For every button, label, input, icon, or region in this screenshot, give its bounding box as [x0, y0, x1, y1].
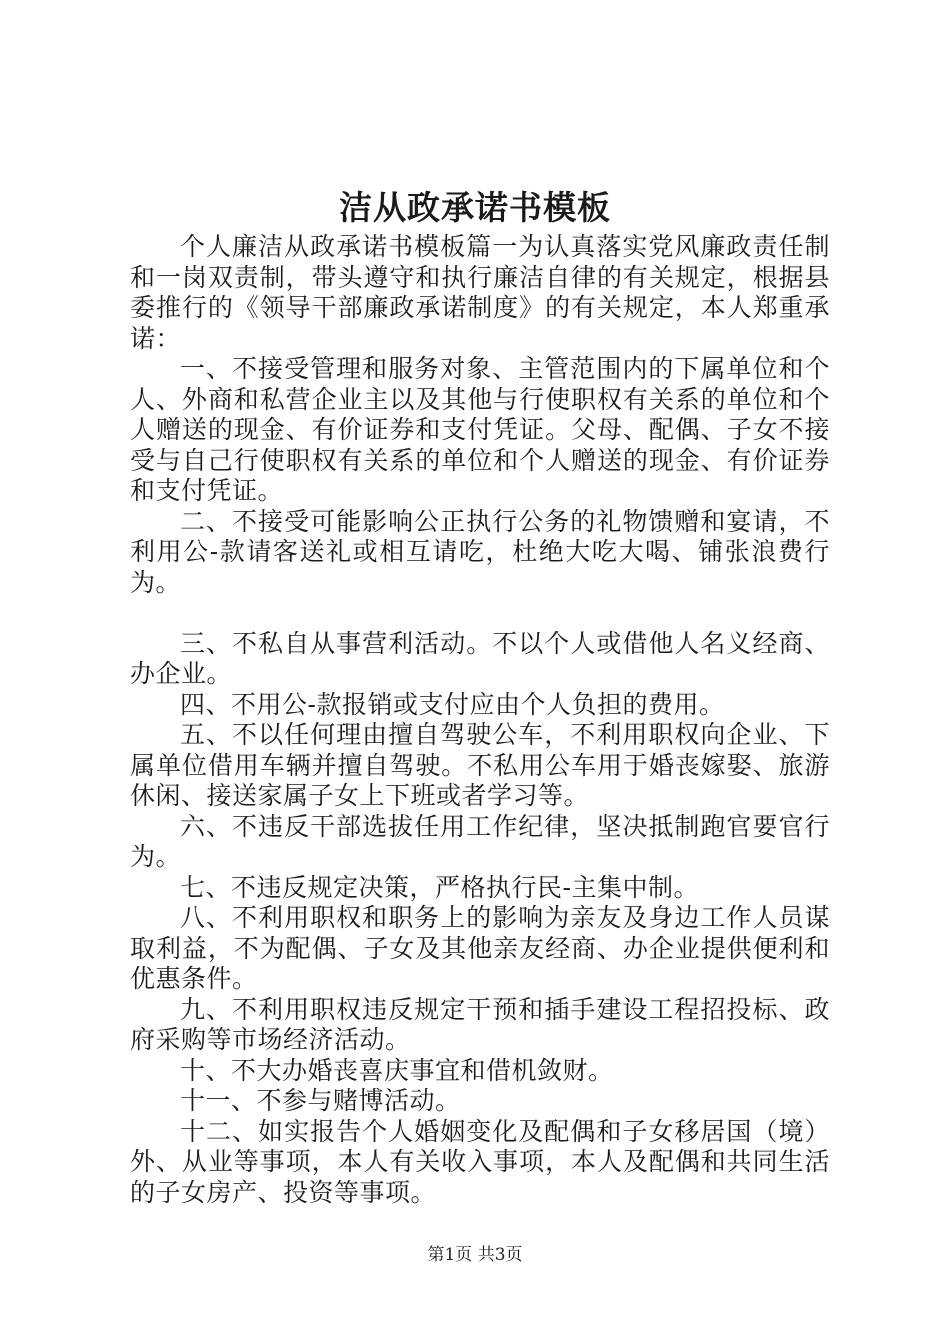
blank-line — [130, 598, 830, 629]
paragraph-item-5: 五、不以任何理由擅自驾驶公车，不利用职权向企业、下属单位借用车辆并擅自驾驶。不私用公车用于婚丧嫁娶、旅游休闲、接送家属子女上下班或者学习等。 — [130, 720, 830, 810]
paragraph-item-3: 三、不私自从事营利活动。不以个人或借他人名义经商、办企业。 — [130, 628, 830, 688]
paragraph-item-1: 一、不接受管理和服务对象、主管范围内的下属单位和个人、外商和私营企业主以及其他与行使职权有关系的单位和个人赠送的现金、有价证券和支付凭证。父母、配偶、子女不接受与自己行使职权有关系的单位和个人赠送的现金、有价证券和支付凭证。 — [130, 354, 830, 505]
paragraph-item-12: 十二、如实报告个人婚姻变化及配偶和子女移居国（境）外、从业等事项，本人有关收入事项，本人及配偶和共同生活的子女房产、投资等事项。 — [130, 1116, 830, 1207]
paragraph-item-11: 十一、不参与赌博活动。 — [180, 1086, 461, 1115]
paragraph-intro: 个人廉洁从政承诺书模板篇一为认真落实党风廉政责任制和一岗双责制，带头遵守和执行廉洁自律的有关规定，根据县委推行的《领导干部廉政承诺制度》的有关规定，本人郑重承诺： — [130, 232, 830, 353]
paragraph-item-7: 七、不违反规定决策，严格执行民-主集中制。 — [180, 872, 699, 902]
paragraph-item-9: 九、不利用职权违反规定干预和插手建设工程招投标、政府采购等市场经济活动。 — [130, 994, 830, 1054]
paragraph-item-4: 四、不用公-款报销或支付应由个人负担的费用。 — [180, 689, 725, 719]
document-body — [130, 232, 830, 1208]
paragraph-item-2: 二、不接受可能影响公正执行公务的礼物馈赠和宴请，不利用公-款请客送礼或相互请吃，杜绝大吃大喝、铺张浪费行为。 — [130, 506, 830, 597]
page-footer: 第1页 共3页 — [427, 1245, 523, 1265]
paragraph-item-6: 六、不违反干部选拔任用工作纪律，坚决抵制跑官要官行为。 — [130, 811, 830, 871]
paragraph-item-8: 八、不利用职权和职务上的影响为亲友及身边工作人员谋取利益，不为配偶、子女及其他亲友经商、办企业提供便利和优惠条件。 — [130, 903, 830, 993]
paragraph-item-10: 十、不大办婚丧喜庆事宜和借机敛财。 — [180, 1055, 614, 1085]
document-title: 洁从政承诺书模板 — [339, 188, 611, 227]
